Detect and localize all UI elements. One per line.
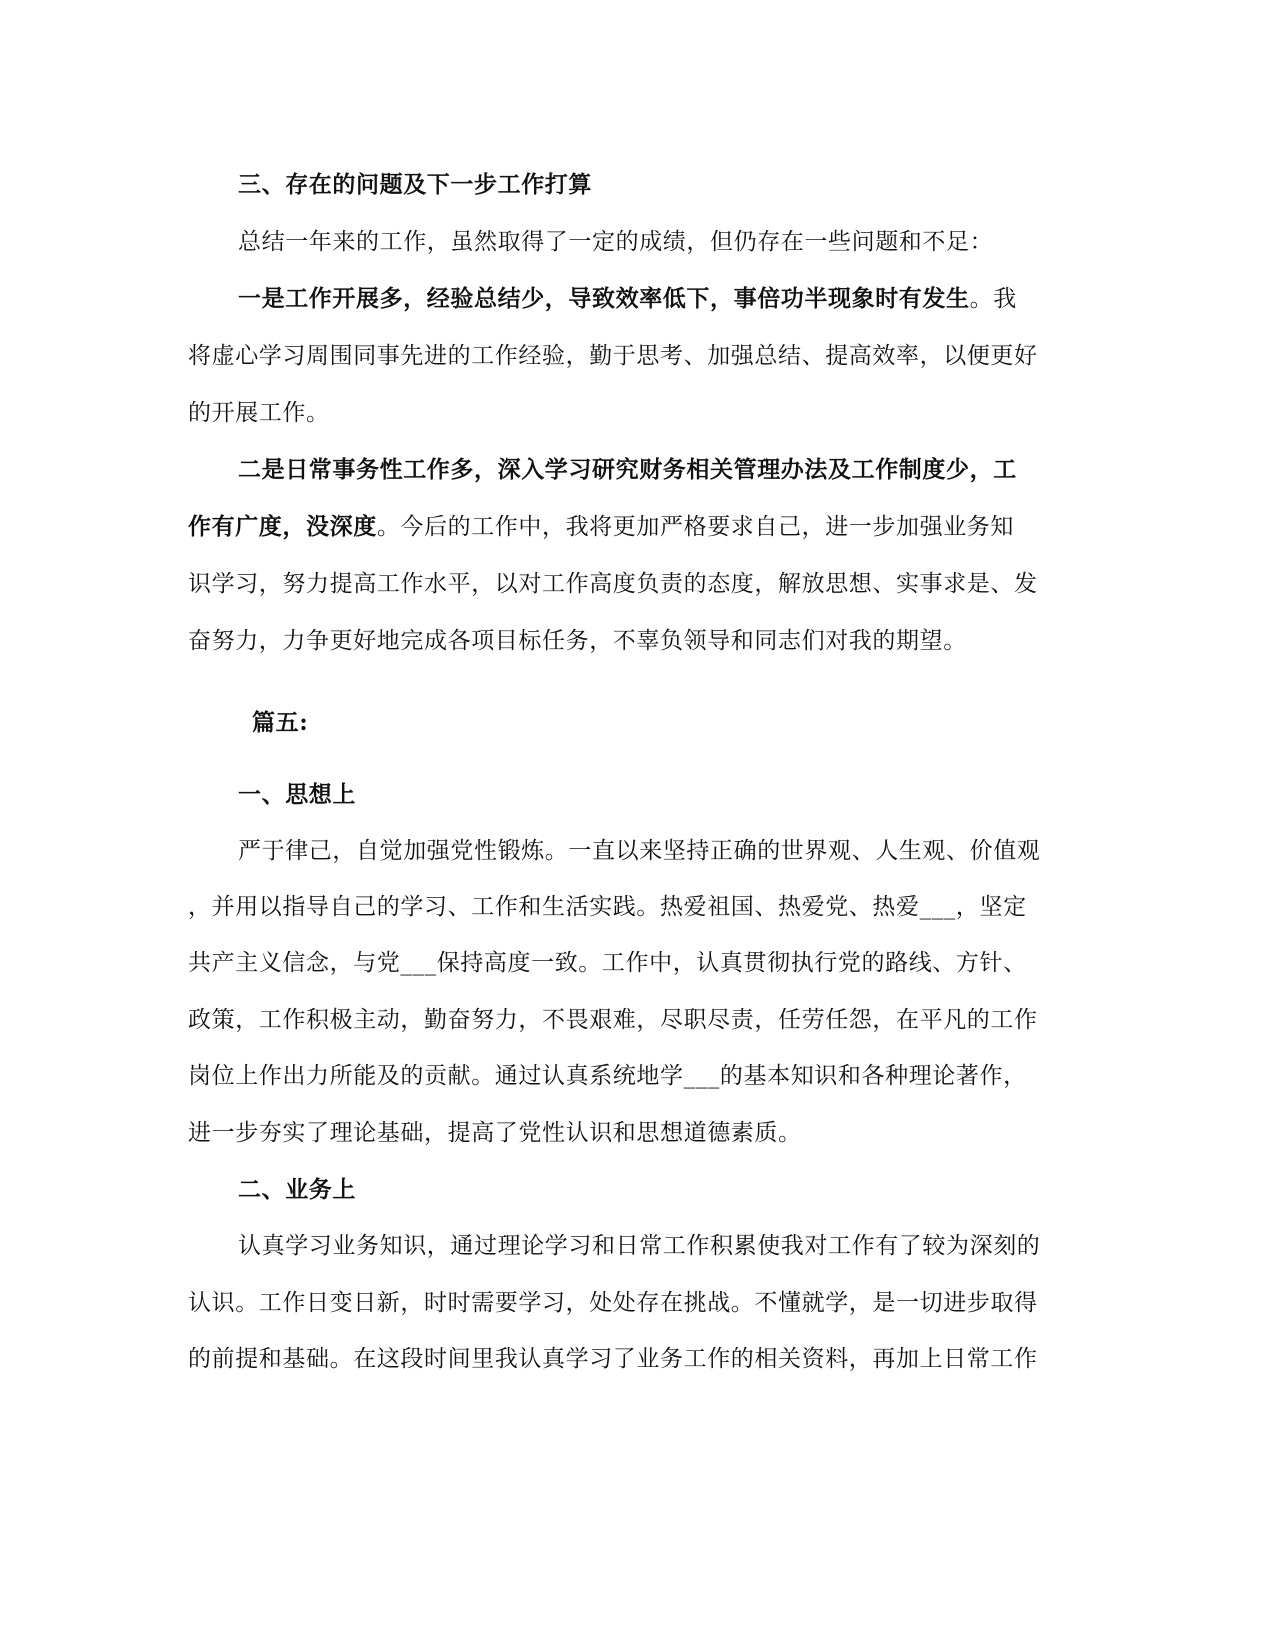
paragraph-line: 共产主义信念，与党___保持高度一致。工作中，认真贯彻执行党的路线、方针、 [188,950,1027,976]
paragraph-line [188,512,1088,542]
paragraph-line: 进一步夯实了理论基础，提高了党性认识和思想道德素质。 [188,1120,802,1146]
section-heading: 二、业务上 [238,1176,356,1203]
paragraph-line: 的开展工作。 [188,400,330,426]
paragraph-line: 的前提和基础。在这段时间里我认真学习了业务工作的相关资料，再加上日常工作 [188,1346,1038,1372]
paragraph-text: 。今后的工作中，我将更加严格要求自己，进一步加强业务知 [376,514,1015,540]
paragraph-line: 严于律己，自觉加强党性锻炼。一直以来坚持正确的世界观、人生观、价值观 [238,838,1041,864]
paragraph-line: ，并用以指导自己的学习、工作和生活实践。热爱祖国、热爱党、热爱___，坚定 [188,894,1027,920]
part-title: 篇五: [252,709,309,736]
paragraph-text: 。我 [969,286,1017,312]
paragraph-line: 认真学习业务知识，通过理论学习和日常工作积累使我对工作有了较为深刻的 [238,1233,1041,1259]
paragraph-line: 认识。工作日变日新，时时需要学习，处处存在挑战。不懂就学，是一切进步取得 [188,1290,1038,1316]
paragraph-line: 奋努力，力争更好地完成各项目标任务，不辜负领导和同志们对我的期望。 [188,628,967,654]
paragraph-line [238,284,1138,314]
paragraph-line: 岗位上作出力所能及的贡献。通过认真系统地学___的基本知识和各种理论著作， [188,1063,1027,1089]
paragraph-line: 政策，工作积极主动，勤奋努力，不畏艰难，尽职尽责，任劳任怨，在平凡的工作 [188,1007,1038,1033]
bold-emphasis: 作有广度，没深度 [188,513,377,540]
paragraph-line: 将虚心学习周围同事先进的工作经验，勤于思考、加强总结、提高效率，以便更好 [188,343,1038,369]
bold-emphasis: 一是工作开展多，经验总结少，导致效率低下，事倍功半现象时有发生 [238,285,970,312]
section-heading: 三、存在的问题及下一步工作打算 [238,171,592,198]
paragraph-line: 总结一年来的工作，虽然取得了一定的成绩，但仍存在一些问题和不足： [238,229,994,255]
paragraph-line: 识学习，努力提高工作水平，以对工作高度负责的态度，解放思想、实事求是、发 [188,571,1038,597]
section-heading: 一、思想上 [238,781,356,808]
paragraph-line: 二是日常事务性工作多，深入学习研究财务相关管理办法及工作制度少，工 [238,456,1017,483]
